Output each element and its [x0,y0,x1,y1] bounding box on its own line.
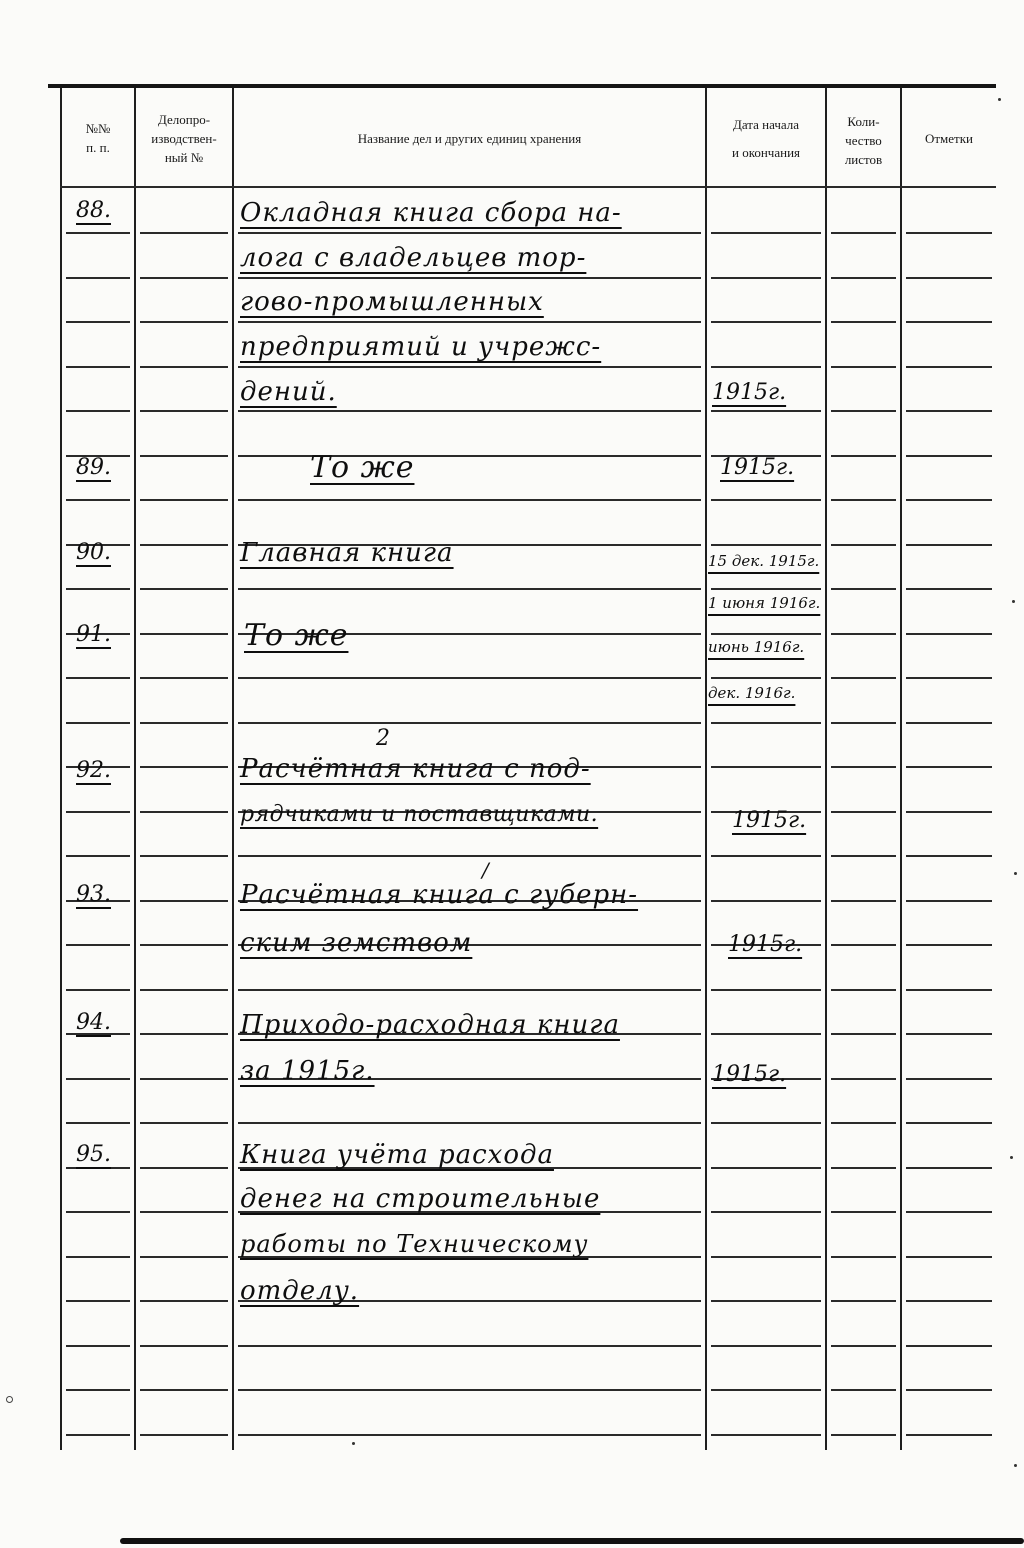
ruled-line [906,544,992,546]
scan-speck [352,1442,355,1445]
ruled-line [140,1211,228,1213]
row-94-title-line2: за 1915г. [240,1056,375,1086]
ruled-line [66,410,130,412]
ruled-line [906,677,992,679]
row-95-title-line3: работы по Техническому [240,1230,589,1258]
ruled-line [238,232,701,234]
ruled-line [238,1434,701,1436]
ruled-line [238,677,701,679]
ruled-line [711,1033,821,1035]
ruled-line [711,633,821,635]
scan-speck [1014,872,1017,875]
ruled-line [238,588,701,590]
header-dates-line1: Дата начала [732,117,800,132]
header-office [136,96,232,180]
left-border [60,88,62,1450]
ruled-line [906,633,992,635]
ruled-line [140,499,228,501]
header-title-text: Название дел и других единиц хранения [357,130,582,146]
ruled-line [711,277,821,279]
row-95-number: 95. [76,1142,111,1167]
ruled-line [140,1345,228,1347]
row-89-title: То же [310,450,415,485]
ruled-line [140,1389,228,1391]
ruled-line [66,1300,130,1302]
row-88-title-line4: предприятий и учрежс- [240,332,602,362]
header-office-line1: Делопро- [157,111,211,127]
ruled-line [906,1211,992,1213]
row-88-number: 88. [76,198,111,223]
row-90-title: Главная книга [240,538,454,568]
ruled-line [66,277,130,279]
ruled-line [831,1256,896,1258]
ruled-line [906,1033,992,1035]
ruled-line [140,1434,228,1436]
ruled-line [140,811,228,813]
ruled-line [906,1256,992,1258]
row-92-title-line1: Расчётная книга с под- [240,754,591,784]
row-89-number: 89. [76,455,111,480]
header-office-line3: ный № [164,149,204,165]
ruled-line [906,766,992,768]
ruled-line [66,1389,130,1391]
ruled-line [831,232,896,234]
ruled-line [140,855,228,857]
ruled-line [906,811,992,813]
ruled-line [831,366,896,368]
ruled-line [831,410,896,412]
ruled-line [711,321,821,323]
header-num-line2: п. п. [86,140,110,155]
scan-speck [998,98,1001,101]
ruled-line [906,989,992,991]
ruled-line [140,277,228,279]
ruled-line [66,811,130,813]
ruled-line [831,766,896,768]
ruled-line [140,677,228,679]
ruled-line [831,1389,896,1391]
ruled-line [140,410,228,412]
ruled-line [831,855,896,857]
header-count-line1: Коли- [847,113,880,129]
row-92-correction: 2 [376,726,390,751]
row-95-title-line1: Книга учёта расхода [240,1140,554,1170]
ruled-line [238,321,701,323]
ruled-line [906,455,992,457]
ruled-line [66,1256,130,1258]
ruled-line [831,1033,896,1035]
row-88-title-line5: дений. [240,377,337,407]
row-94-title-line1: Приходо-расходная книга [240,1010,620,1040]
ruled-line [711,588,821,590]
ruled-line [831,1078,896,1080]
ruled-line [140,1033,228,1035]
ruled-line [66,1434,130,1436]
header-num-line1: №№ [85,121,111,136]
ruled-line [140,766,228,768]
ruled-line [711,499,821,501]
ruled-line [711,232,821,234]
row-93-number: 93. [76,882,111,907]
header-count-line3: листов [844,151,883,167]
ruled-line [831,321,896,323]
bottom-rule [120,1538,1024,1544]
row-91-title: То же [244,618,349,653]
ruled-line [831,1167,896,1169]
ruled-line [140,544,228,546]
ruled-line [831,1434,896,1436]
header-notes-text: Отметки [924,130,974,146]
ruled-line [711,366,821,368]
ruled-line [711,989,821,991]
row-93-correction: / [482,858,489,882]
ruled-line [238,277,701,279]
row-93-title-line2: ским земством [240,928,473,958]
ruled-line [711,722,821,724]
ruled-line [66,366,130,368]
ruled-line [906,1300,992,1302]
ruled-line [906,232,992,234]
ruled-line [831,722,896,724]
ruled-line [711,855,821,857]
ruled-line [238,455,701,457]
ruled-line [906,410,992,412]
ruled-line [140,944,228,946]
ruled-line [831,633,896,635]
ruled-line [831,1300,896,1302]
header-count [827,100,900,180]
ruled-line [66,1167,130,1169]
row-88-title-line2: лога с владельцев тор- [240,243,587,273]
ruled-line [906,1345,992,1347]
ruled-line [831,544,896,546]
ruled-line [238,1122,701,1124]
ruled-line [66,855,130,857]
ruled-line [906,855,992,857]
ruled-line [66,944,130,946]
header-num [62,100,134,176]
ruled-line [711,544,821,546]
ruled-line [66,989,130,991]
ruled-line [831,277,896,279]
ruled-line [906,944,992,946]
ruled-line [831,499,896,501]
ruled-line [140,588,228,590]
ruled-line [906,900,992,902]
ruled-line [711,1300,821,1302]
ruled-line [238,410,701,412]
ruled-line [711,900,821,902]
ruled-line [711,1211,821,1213]
ruled-line [831,811,896,813]
ruled-line [906,321,992,323]
row-92-number: 92. [76,758,111,783]
ruled-line [906,366,992,368]
ruled-line [711,1256,821,1258]
ruled-line [66,1211,130,1213]
ruled-line [66,1078,130,1080]
ruled-line [238,1389,701,1391]
ruled-line [831,1345,896,1347]
ruled-line [831,1122,896,1124]
ruled-line [66,677,130,679]
ruled-line [66,722,130,724]
ruled-line [906,1389,992,1391]
ruled-line [711,1434,821,1436]
ruled-line [66,232,130,234]
ruled-line [66,588,130,590]
ruled-line [140,1256,228,1258]
row-90-date-end: 1 июня 1916г. [708,594,821,612]
header-office-line2: изводствен- [151,130,217,146]
ruled-line [906,1078,992,1080]
ruled-line [238,1345,701,1347]
col-divider-1 [134,88,136,1450]
ruled-line [140,900,228,902]
ruled-line [66,1122,130,1124]
ruled-line [66,321,130,323]
ruled-line [906,722,992,724]
header-notes [902,100,996,176]
ruled-line [140,321,228,323]
ruled-line [906,1434,992,1436]
row-95-title-line2: денег на строительные [240,1184,601,1214]
row-91-date-start: июнь 1916г. [708,638,805,656]
scan-speck [6,1396,13,1403]
row-88-date: 1915г. [712,380,787,405]
ruled-line [140,1122,228,1124]
ruled-line [140,455,228,457]
ruled-line [238,989,701,991]
row-92-date: 1915г. [732,808,807,833]
ruled-line [831,944,896,946]
header-dates [707,104,825,174]
ruled-line [140,1167,228,1169]
ruled-line [711,677,821,679]
scan-speck [1014,1464,1017,1467]
ruled-line [831,455,896,457]
ruled-line [140,1300,228,1302]
ruled-line [831,588,896,590]
header-title [234,100,705,176]
ruled-line [140,1078,228,1080]
ruled-line [711,1345,821,1347]
row-91-date-end: дек. 1916г. [708,684,796,702]
ruled-line [238,722,701,724]
ruled-line [711,1122,821,1124]
col-divider-5 [900,88,902,1450]
col-divider-4 [825,88,827,1450]
ruled-line [66,1345,130,1347]
row-94-number: 94. [76,1010,111,1035]
ruled-line [140,989,228,991]
ruled-line [711,1167,821,1169]
row-88-title-line3: гово-промышленных [240,287,544,317]
row-92-title-line2: рядчиками и поставщиками. [240,802,599,827]
top-rule [48,84,996,88]
ruled-line [906,588,992,590]
ruled-line [140,232,228,234]
ruled-line [66,499,130,501]
header-dates-line2: и окончания [731,145,801,160]
ruled-line [140,722,228,724]
ruled-line [711,410,821,412]
scan-speck [1010,1156,1013,1159]
ruled-line [906,277,992,279]
row-93-date: 1915г. [728,932,803,957]
ruled-line [906,1167,992,1169]
ruled-line [831,900,896,902]
ruled-line [831,1211,896,1213]
row-94-date: 1915г. [712,1062,787,1087]
ruled-line [238,499,701,501]
ruled-line [238,855,701,857]
col-divider-3 [705,88,707,1450]
ruled-line [906,1122,992,1124]
col-divider-2 [232,88,234,1450]
ruled-line [711,1389,821,1391]
scan-speck [1012,600,1015,603]
header-bottom-rule [60,186,996,188]
ruled-line [238,366,701,368]
row-93-title-line1: Расчётная книга с губерн- [240,880,639,910]
row-95-title-line4: отделу. [240,1276,360,1306]
row-89-date: 1915г. [720,455,795,480]
row-90-number: 90. [76,540,111,565]
ruled-line [906,499,992,501]
ruled-line [831,989,896,991]
header-count-line2: чество [845,132,882,148]
row-88-title-line1: Окладная книга сбора на- [240,198,622,228]
ruled-line [140,633,228,635]
ruled-line [831,677,896,679]
row-91-number: 91. [76,622,111,647]
ruled-line [711,766,821,768]
ruled-line [140,366,228,368]
row-90-date-start: 15 дек. 1915г. [708,552,820,570]
